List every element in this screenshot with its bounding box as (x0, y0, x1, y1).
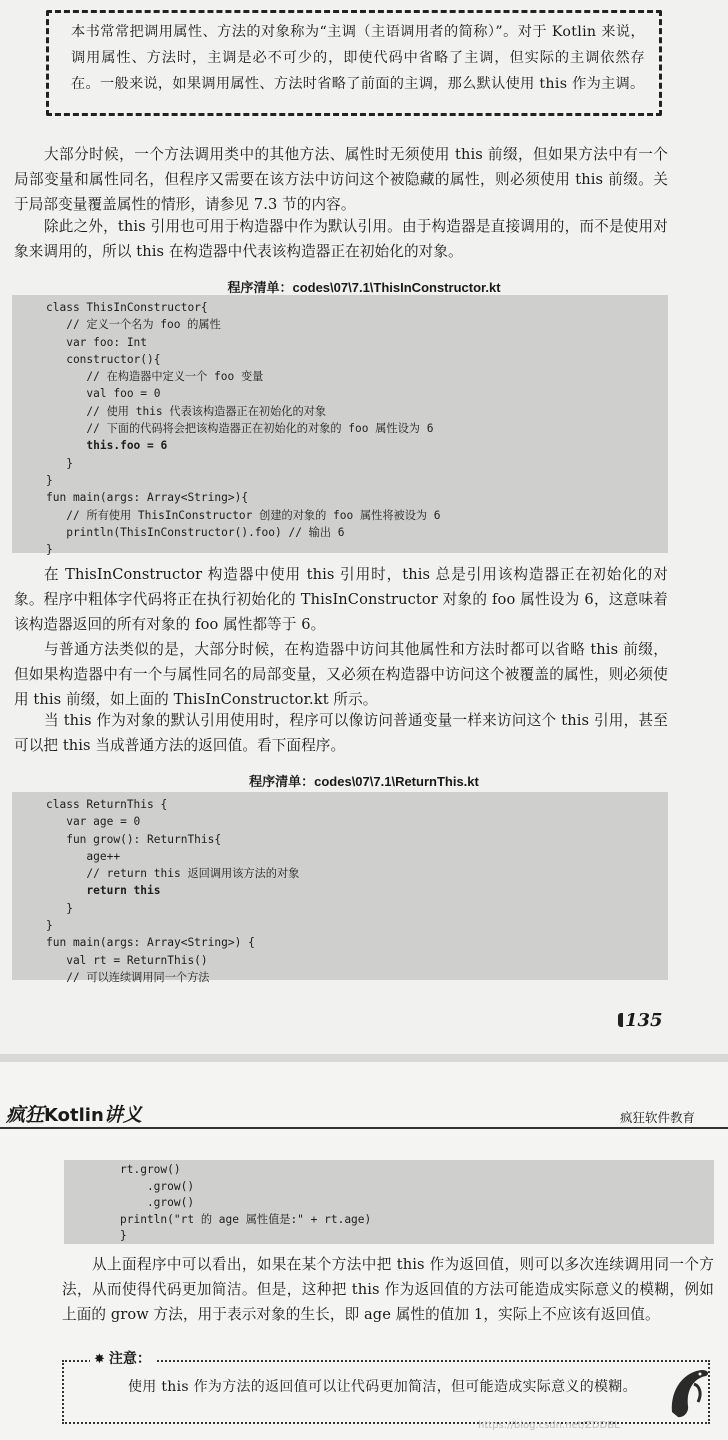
paragraph-1: 大部分时候，一个方法调用类中的其他方法、属性时无须使用 this 前缀，但如果方法中有一个局部变量和属性同名，但程序又需要在该方法中访问这个被隐藏的属性，则必须使用 this 前缀。关于局部变量覆盖属性的情形，请参见 7.3 节的内容。 (14, 146, 668, 213)
star-icon: ✸ (94, 1352, 105, 1367)
code-line: } (46, 543, 53, 557)
code-line: fun main(args: Array<String>){ (46, 491, 249, 505)
code-line: } (120, 1229, 127, 1242)
code-listing-continued (64, 1160, 714, 1244)
note-label-text: 注意： (108, 1351, 151, 1367)
note-label (90, 1348, 155, 1368)
note-box-text: 本书常常把调用属性、方法的对象称为“主调（主语调用者的简称）”。对于 Kotlin 来说，调用属性、方法时，主调是必不可少的，即使代码中省略了主调，但实际的主调依然存在。一般来说，如果调用属性、方法时省略了前面的主调，那么默认使用 this 作为主调。 (71, 24, 645, 92)
code-line: // 定义一个名为 foo 的属性 (46, 318, 221, 332)
page-number-text: 135 (625, 1010, 663, 1031)
code-line: // 可以连续调用同一个方法 (46, 970, 210, 984)
code-line: // 所有使用 ThisInConstructor 创建的对象的 foo 属性将被设为 6 (46, 508, 441, 522)
code-line: return this (46, 884, 161, 898)
page-gap (0, 1054, 728, 1062)
header-logo-suffix: 讲义 (103, 1104, 142, 1126)
code-line: var foo: Int (46, 335, 148, 349)
dolphin-icon (664, 1362, 714, 1422)
code-line: // 下面的代码将会把该构造器正在初始化的对象的 foo 属性设为 6 (46, 422, 434, 436)
page-number (618, 1010, 663, 1031)
code-line: this.foo = 6 (46, 439, 168, 453)
note-callout (62, 1360, 710, 1424)
header-rule (0, 1127, 728, 1129)
header-logo-latin: Kotlin (44, 1105, 104, 1126)
code-line: } (46, 901, 73, 915)
header-logo-prefix: 疯狂 (6, 1104, 45, 1126)
code-line: } (46, 919, 53, 933)
paragraph-5: 当 this 作为对象的默认引用使用时，程序可以像访问普通变量一样来访问这个 this 引用，甚至可以把 this 当成普通方法的返回值。看下面程序。 (14, 712, 668, 754)
note-callout-text: 使用 this 作为方法的返回值可以让代码更加简洁，但可能造成实际意义的模糊。 (128, 1379, 637, 1395)
code-line: } (46, 473, 53, 487)
note-box (46, 10, 662, 116)
code-line: constructor(){ (46, 352, 161, 366)
paragraph-4: 与普通方法类似的是，大部分时候，在构造器中访问其他属性和方法时都可以省略 this 前缀，但如果构造器中有一个与属性同名的局部变量，又必须在构造器中访问这个被覆盖的属性，则必须使用 this 前缀，如上面的 ThisInConstructor.kt 所示。 (14, 641, 668, 708)
code-line: age++ (46, 849, 121, 863)
code-line: .grow() (120, 1196, 195, 1209)
code-line: } (46, 456, 73, 470)
paragraph-6: 从上面程序中可以看出，如果在某个方法中把 this 作为返回值，则可以多次连续调用同一个方法，从而使得代码更加简洁。但是，这种把 this 作为返回值的方法可能造成实际意义的模糊，例如上面的 grow 方法，用于表示对象的生长，即 age 属性的值加 1，实际上不应该有返回值。 (62, 1256, 714, 1323)
code-line: val foo = 0 (46, 387, 161, 401)
code-line: val rt = ReturnThis() (46, 953, 208, 967)
code-line: rt.grow() (120, 1163, 181, 1176)
header-publisher: 疯狂软件教育 (620, 1110, 696, 1125)
code-line: println("rt 的 age 属性值是:" + rt.age) (120, 1212, 372, 1226)
book-header-logo (6, 1100, 142, 1127)
code-line: println(ThisInConstructor().foo) // 输出 6 (46, 525, 345, 539)
code-line: class ReturnThis { (46, 798, 168, 811)
code-line: var age = 0 (46, 815, 141, 829)
code-line: class ThisInConstructor{ (46, 301, 208, 314)
code-listing-1 (12, 295, 668, 557)
code-line: fun main(args: Array<String>) { (46, 936, 255, 950)
code-line: // 使用 this 代表该构造器正在初始化的对象 (46, 404, 327, 418)
listing-caption-1: 程序清单：codes\07\7.1\ThisInConstructor.kt (227, 280, 501, 295)
code-line: // return this 返回调用该方法的对象 (46, 867, 300, 881)
listing-caption-2: 程序清单：codes\07\7.1\ReturnThis.kt (249, 774, 479, 789)
code-line: // 在构造器中定义一个 foo 变量 (46, 370, 264, 384)
code-listing-2 (12, 792, 668, 984)
watermark: https://blog.csdn.net/ZDDBL (478, 1420, 620, 1431)
paragraph-3: 在 ThisInConstructor 构造器中使用 this 引用时，this 总是引用该构造器正在初始化的对象。程序中粗体字代码将正在执行初始化的 ThisInConstructor 对象的 foo 属性设为 6，这意味着该构造器返回的所有对象的 foo 属性都等于 6。 (14, 566, 668, 633)
paragraph-2: 除此之外，this 引用也可用于构造器中作为默认引用。由于构造器是直接调用的，而不是使用对象来调用的，所以 this 在构造器中代表该构造器正在初始化的对象。 (14, 218, 668, 260)
code-line: fun grow(): ReturnThis{ (46, 832, 222, 846)
code-line: .grow() (120, 1179, 195, 1193)
